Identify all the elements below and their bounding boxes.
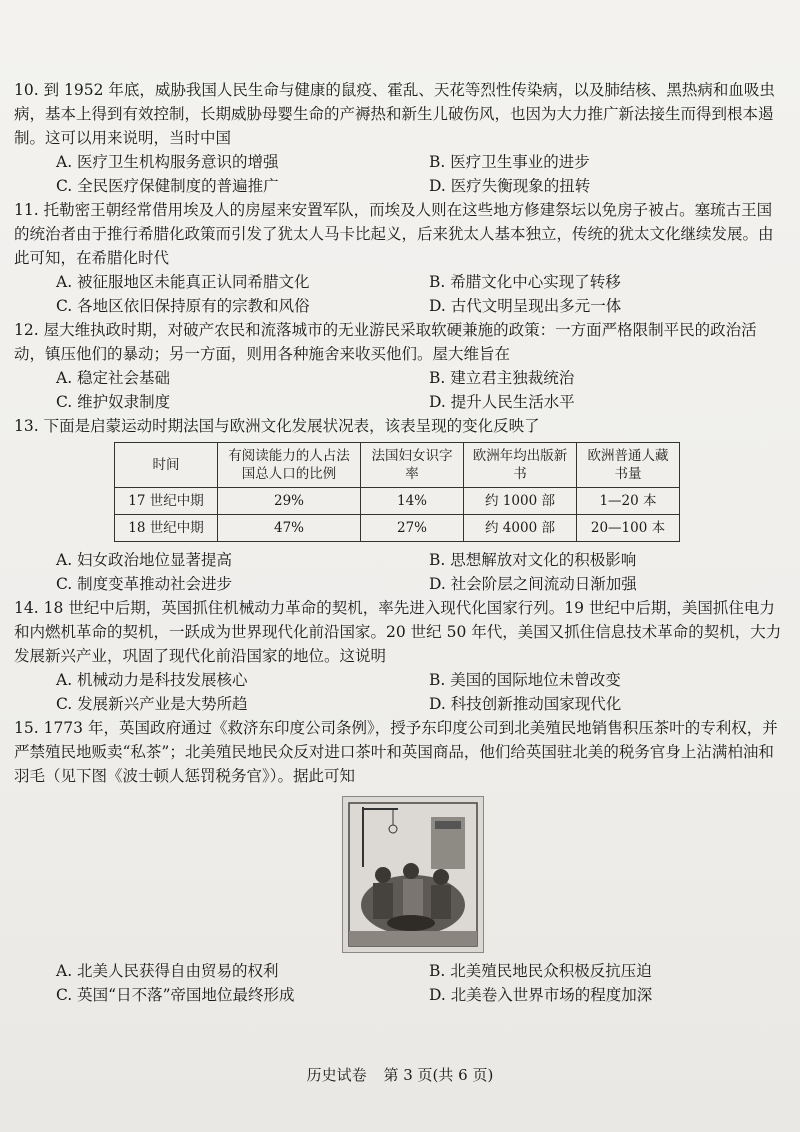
table-cell: 约 4000 部	[464, 515, 577, 542]
options	[56, 366, 784, 414]
table-cell: 18 世纪中期	[115, 515, 218, 542]
option-d[interactable]: D. 提升人民生活水平	[429, 393, 575, 411]
option-b[interactable]: B. 北美殖民地民众积极反抗压迫	[429, 962, 652, 980]
option-d[interactable]: D. 古代文明呈现出多元一体	[429, 297, 622, 315]
table-header: 欧洲普通人藏书量	[577, 443, 680, 488]
question-text: 14. 18 世纪中后期，英国抓住机械动力革命的契机，率先进入现代化国家行列。19 世纪中后期，美国抓住电力和内燃机革命的契机，一跃成为世界现代化前沿国家。20 世纪 50 年代，美国又抓住信息技术革命的契机，大力发展新兴产业，巩固了现代化前沿国家的地位。这说明	[14, 599, 782, 665]
question-text: 13. 下面是启蒙运动时期法国与欧洲文化发展状况表，该表呈现的变化反映了	[14, 417, 540, 435]
option-d[interactable]: D. 社会阶层之间流动日渐加强	[429, 575, 637, 593]
options	[56, 150, 784, 198]
option-d[interactable]: D. 北美卷入世界市场的程度加深	[429, 986, 653, 1004]
question-13	[14, 414, 784, 596]
option-d[interactable]: D. 科技创新推动国家现代化	[429, 695, 622, 713]
engraving-illustration	[342, 796, 484, 953]
page-number: 第 3 页(共 6 页)	[383, 1066, 494, 1084]
table-header: 欧洲年均出版新书	[464, 443, 577, 488]
page-footer	[0, 1064, 800, 1085]
question-text: 10. 到 1952 年底，威胁我国人民生命与健康的鼠疫、霍乱、天花等烈性传染病，以及肺结核、黑热病和血吸虫病，基本上得到有效控制，长期威胁母婴生命的产褥热和新生儿破伤风，也因为大力推广新法接生而得到根本遏制。这可以用来说明，当时中国	[14, 81, 775, 147]
options	[56, 959, 784, 1007]
table-row	[115, 515, 680, 542]
question-15	[14, 716, 784, 1007]
options	[56, 668, 784, 716]
table-header: 有阅读能力的人占法国总人口的比例	[218, 443, 361, 488]
option-d[interactable]: D. 医疗失衡现象的扭转	[429, 177, 591, 195]
option-c[interactable]: C. 各地区依旧保持原有的宗教和风俗	[56, 297, 310, 315]
table-cell: 20—100 本	[577, 515, 680, 542]
table-header: 时间	[115, 443, 218, 488]
option-a[interactable]: A. 妇女政治地位显著提高	[56, 551, 233, 569]
option-c[interactable]: C. 发展新兴产业是大势所趋	[56, 695, 248, 713]
option-b[interactable]: B. 思想解放对文化的积极影响	[429, 551, 637, 569]
option-b[interactable]: B. 美国的国际地位未曾改变	[429, 671, 621, 689]
question-text: 11. 托勒密王朝经常借用埃及人的房屋来安置军队，而埃及人则在这些地方修建祭坛以免房子被占。塞琉古王国的统治者由于推行希腊化政策而引发了犹太人马卡比起义，后来犹太人基本独立，传统的犹太文化继续发展。由此可知，在希腊化时代	[14, 201, 774, 267]
table-header-row	[115, 443, 680, 488]
option-c[interactable]: C. 维护奴隶制度	[56, 393, 171, 411]
exam-subject: 历史试卷	[306, 1066, 367, 1084]
table-cell: 约 1000 部	[464, 488, 577, 515]
option-b[interactable]: B. 希腊文化中心实现了转移	[429, 273, 621, 291]
option-b[interactable]: B. 医疗卫生事业的进步	[429, 153, 590, 171]
option-a[interactable]: A. 北美人民获得自由贸易的权利	[56, 962, 279, 980]
option-a[interactable]: A. 机械动力是科技发展核心	[56, 671, 248, 689]
table-cell: 27%	[361, 515, 464, 542]
question-text: 15. 1773 年，英国政府通过《救济东印度公司条例》，授予东印度公司到北美殖民地销售积压茶叶的专利权，并严禁殖民地贩卖“私茶”；北美殖民地民众反对进口茶叶和英国商品，他们给英国驻北美的税务官身上沾满柏油和羽毛（见下图《波士顿人惩罚税务官》）。据此可知	[14, 719, 778, 785]
table-row	[115, 488, 680, 515]
option-b[interactable]: B. 建立君主独裁统治	[429, 369, 575, 387]
options	[56, 548, 784, 596]
question-text: 12. 屋大维执政时期，对破产农民和流落城市的无业游民采取软硬兼施的政策：一方面严格限制平民的政治活动，镇压他们的暴动；另一方面，则用各种施舍来收买他们。屋大维旨在	[14, 321, 757, 363]
question-12	[14, 318, 784, 414]
table-header: 法国妇女识字率	[361, 443, 464, 488]
table-cell: 17 世纪中期	[115, 488, 218, 515]
option-c[interactable]: C. 全民医疗保健制度的普遍推广	[56, 177, 279, 195]
option-a[interactable]: A. 稳定社会基础	[56, 369, 171, 387]
option-c[interactable]: C. 英国“日不落”帝国地位最终形成	[56, 986, 295, 1004]
table-cell: 29%	[218, 488, 361, 515]
question-14	[14, 596, 784, 716]
option-a[interactable]: A. 医疗卫生机构服务意识的增强	[56, 153, 279, 171]
option-c[interactable]: C. 制度变革推动社会进步	[56, 575, 233, 593]
questions-area	[14, 78, 784, 1007]
option-a[interactable]: A. 被征服地区未能真正认同希腊文化	[56, 273, 310, 291]
question-11	[14, 198, 784, 318]
engraving-image	[343, 797, 483, 952]
options	[56, 270, 784, 318]
table-cell: 14%	[361, 488, 464, 515]
table-cell: 47%	[218, 515, 361, 542]
question-10	[14, 78, 784, 198]
culture-table	[114, 442, 680, 542]
table-cell: 1—20 本	[577, 488, 680, 515]
